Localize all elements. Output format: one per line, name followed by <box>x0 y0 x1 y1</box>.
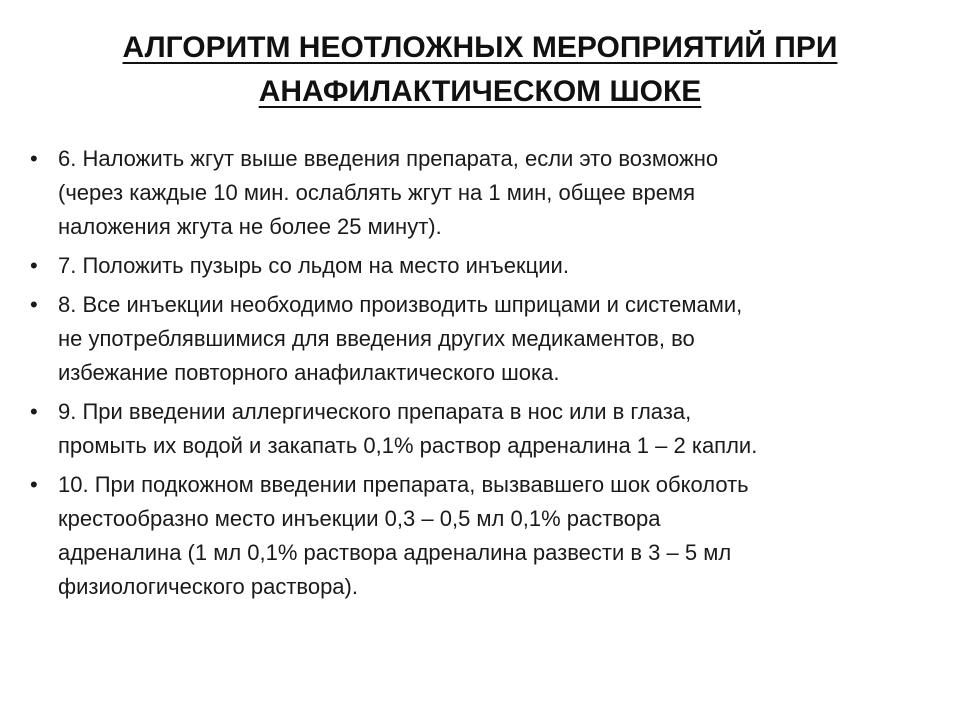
item-text-line: 8. Все инъекции необходимо производить шприцами и системами, <box>58 292 743 317</box>
bullet-list <box>30 142 910 609</box>
bullet-icon: • <box>30 146 38 171</box>
list-item <box>30 395 910 463</box>
slide-title <box>40 26 920 114</box>
list-item <box>30 249 910 283</box>
bullet-icon: • <box>30 292 38 317</box>
item-text-line: крестообразно место инъекции 0,3 – 0,5 мл 0,1% раствора <box>58 506 661 531</box>
item-text-line: адреналина (1 мл 0,1% раствора адреналина развести в 3 – 5 мл <box>58 540 732 565</box>
title-line-1: АЛГОРИТМ НЕОТЛОЖНЫХ МЕРОПРИЯТИЙ ПРИ <box>122 31 838 64</box>
title-line-2: АНАФИЛАКТИЧЕСКОМ ШОКЕ <box>258 75 702 108</box>
bullet-icon: • <box>30 253 38 278</box>
item-text-line: промыть их водой и закапать 0,1% раствор адреналина 1 – 2 капли. <box>58 433 758 458</box>
list-item <box>30 142 910 244</box>
item-text-line: физиологического раствора). <box>58 574 358 599</box>
item-text-line: 9. При введении аллергического препарата в нос или в глаза, <box>58 399 692 424</box>
item-text-line: избежание повторного анафилактического шока. <box>58 360 560 385</box>
item-text-line: наложения жгута не более 25 минут). <box>58 214 442 239</box>
bullet-icon: • <box>30 399 38 424</box>
item-text-line: не употреблявшимися для введения других медикаментов, во <box>58 326 695 351</box>
item-text-line: 10. При подкожном введении препарата, вызвавшего шок обколоть <box>58 472 749 497</box>
bullet-icon: • <box>30 472 38 497</box>
list-item <box>30 468 910 604</box>
item-text-line: 6. Наложить жгут выше введения препарата, если это возможно <box>58 146 719 171</box>
item-text-line: (через каждые 10 мин. ослаблять жгут на 1 мин, общее время <box>58 180 695 205</box>
list-item <box>30 288 910 390</box>
item-text-line: 7. Положить пузырь со льдом на место инъекции. <box>58 253 569 278</box>
